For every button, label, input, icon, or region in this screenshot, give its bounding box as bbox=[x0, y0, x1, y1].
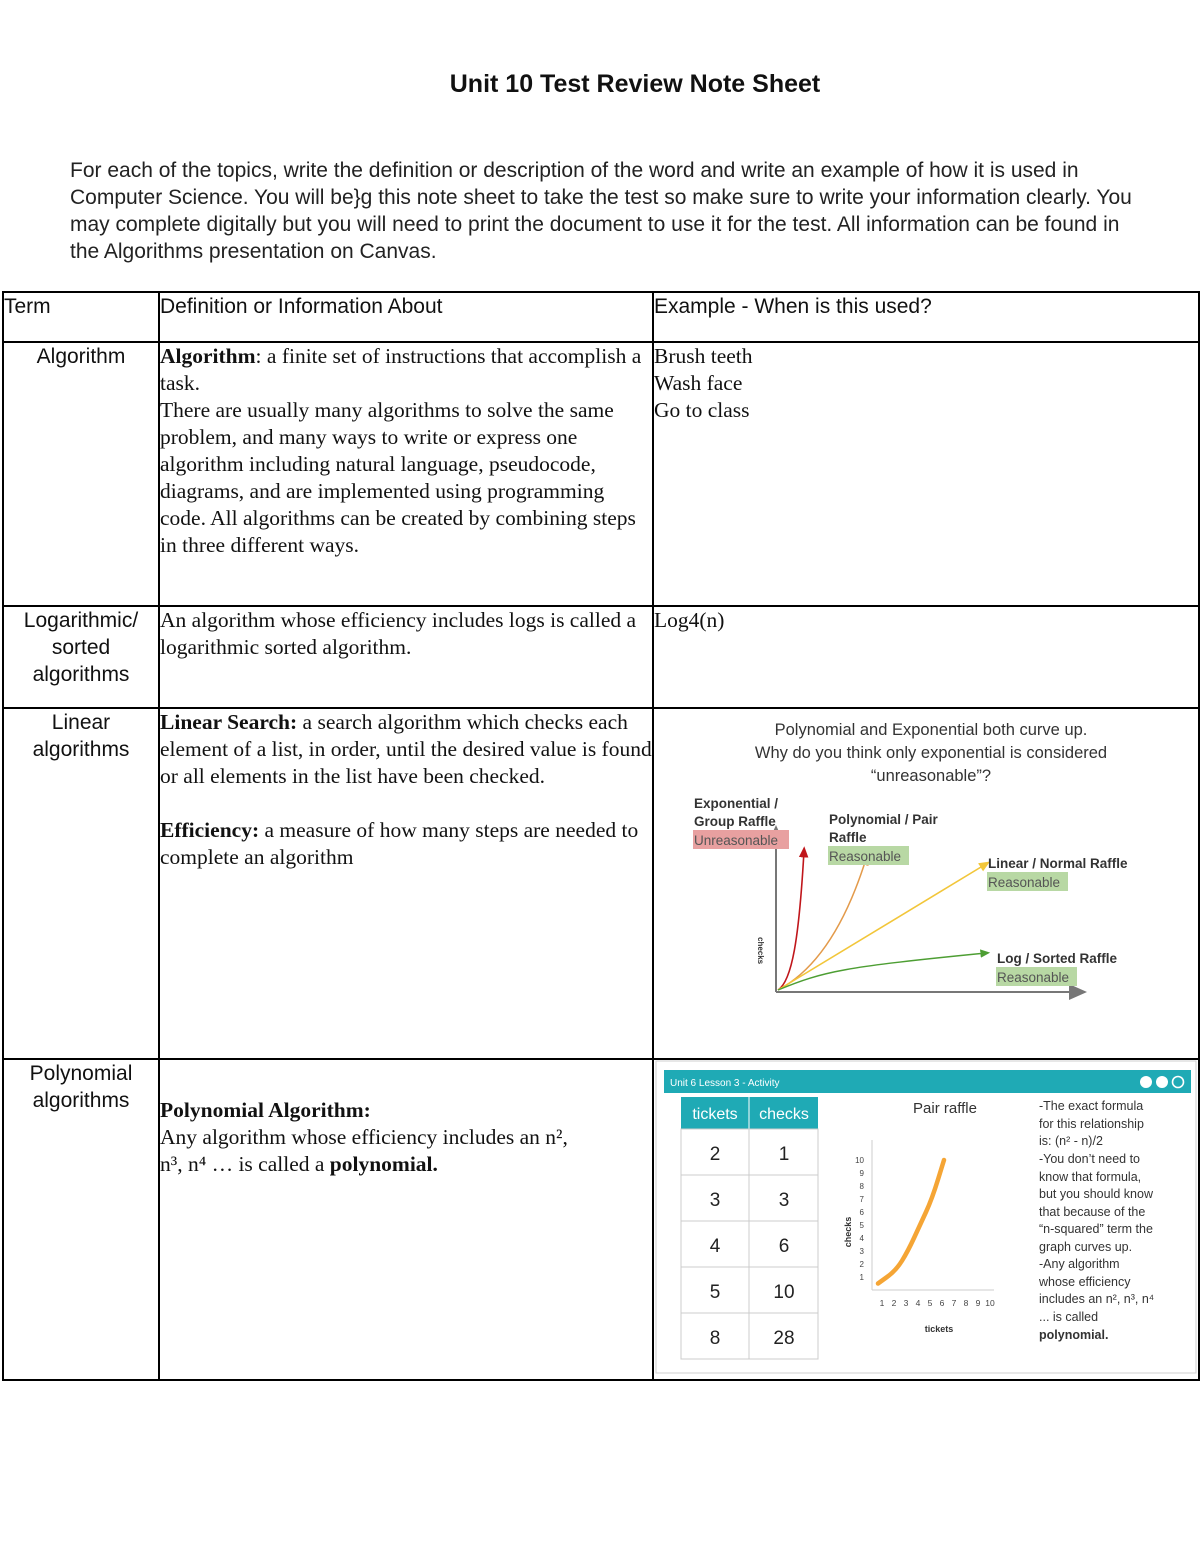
term-line: algorithms bbox=[32, 663, 130, 686]
linear-tag: Reasonable bbox=[988, 875, 1061, 890]
y-tick-label: 4 bbox=[859, 1234, 864, 1243]
table-row-linear bbox=[3, 708, 1199, 1059]
note-line: whose efficiency bbox=[1039, 1275, 1131, 1289]
progress-dot-icon bbox=[1140, 1076, 1152, 1088]
header-definition: Definition or Information About bbox=[159, 292, 653, 342]
y-tick-label: 3 bbox=[859, 1247, 864, 1256]
log-label: Log / Sorted Raffle bbox=[997, 951, 1118, 966]
header-term: Term bbox=[3, 292, 159, 342]
table-row-polynomial bbox=[3, 1059, 1199, 1380]
x-tick-label: 6 bbox=[939, 1298, 945, 1308]
polynomial-bold-word: polynomial. bbox=[329, 1152, 438, 1176]
exponential-curve bbox=[778, 851, 804, 990]
term-cell-algorithm bbox=[3, 342, 159, 606]
note-line: -The exact formula bbox=[1039, 1099, 1144, 1113]
log-tag: Reasonable bbox=[997, 970, 1070, 985]
y-tick-label: 9 bbox=[859, 1169, 864, 1178]
algorithm-details: There are usually many algorithms to solve the same problem, and many ways to write or express one algorithm including natural language, pseudocode, diagrams, and are implemented using programming code. All algorithms can be created by combining steps in three different ways. bbox=[160, 398, 636, 557]
table-cell: 10 bbox=[773, 1282, 795, 1303]
x-tick-label: 10 bbox=[985, 1298, 995, 1308]
note-line: for this relationship bbox=[1039, 1117, 1144, 1131]
table-cell: 6 bbox=[778, 1236, 790, 1257]
header-example: Example - When is this used? bbox=[653, 292, 1199, 342]
note-line: know that formula, bbox=[1039, 1170, 1142, 1184]
note-line: but you should know bbox=[1039, 1187, 1153, 1201]
example-cell-algorithm bbox=[653, 342, 1199, 606]
note-line: ... is called bbox=[1039, 1310, 1099, 1324]
diagram-header-line1: Polynomial and Exponential both curve up. bbox=[774, 721, 1088, 739]
definition-cell-linear bbox=[159, 708, 653, 1059]
diagram-header-line3: “unreasonable”? bbox=[870, 767, 992, 785]
diagram-header-line2: Why do you think only exponential is considered bbox=[754, 744, 1108, 762]
term-line: algorithms bbox=[32, 1089, 130, 1112]
note-line: -You don’t need to bbox=[1039, 1152, 1141, 1166]
y-tick-label: 10 bbox=[855, 1156, 864, 1165]
table-row-logarithmic bbox=[3, 606, 1199, 708]
x-tick-label: 7 bbox=[951, 1298, 957, 1308]
example-cell-polynomial bbox=[653, 1059, 1199, 1380]
note-line: includes an n², n³, n⁴ bbox=[1039, 1292, 1155, 1306]
y-tick-label: 1 bbox=[859, 1273, 864, 1282]
x-tick-label: 9 bbox=[975, 1298, 981, 1308]
table-cell: 1 bbox=[778, 1144, 790, 1165]
exponential-label-line2: Group Raffle bbox=[694, 814, 776, 829]
polynomial-label-line1: Polynomial / Pair bbox=[829, 812, 938, 827]
note-line: “n-squared” term the bbox=[1039, 1222, 1153, 1236]
table-cell: 8 bbox=[709, 1328, 721, 1349]
algorithm-term-bold: Algorithm bbox=[160, 344, 256, 368]
example-cell-linear bbox=[653, 708, 1199, 1059]
exponential-label-line1: Exponential / bbox=[694, 796, 779, 811]
y-tick-label: 5 bbox=[859, 1221, 864, 1230]
table-cell: 3 bbox=[709, 1190, 721, 1211]
chart-y-label: checks bbox=[843, 1216, 853, 1248]
definition-cell-algorithm bbox=[159, 342, 653, 606]
table-header-row bbox=[3, 292, 1199, 342]
example-item: Brush teeth bbox=[654, 344, 753, 368]
growth-rates-diagram bbox=[654, 709, 1200, 1053]
note-line-bold: polynomial. bbox=[1039, 1328, 1109, 1342]
x-tick-label: 2 bbox=[891, 1298, 897, 1308]
y-tick-label: 2 bbox=[859, 1260, 864, 1269]
instructions-paragraph: For each of the topics, write the definition or description of the word and write an example of how it is used in Computer Science. You will be}g this note sheet to take the test so make sure to write your information clearly. You may complete digitally but you will need to print the document to use it for the test. All information can be found in the Algorithms presentation on Canvas. bbox=[70, 159, 1132, 263]
term-line: Logarithmic/ bbox=[23, 609, 139, 632]
term-cell-polynomial bbox=[3, 1059, 159, 1380]
note-line: -Any algorithm bbox=[1039, 1257, 1120, 1271]
chart-x-label: tickets bbox=[924, 1324, 954, 1334]
x-tick-label: 4 bbox=[915, 1298, 921, 1308]
y-tick-label: 8 bbox=[859, 1182, 864, 1191]
note-line: graph curves up. bbox=[1039, 1240, 1133, 1254]
efficiency-text: a measure of how many steps are needed to complete an algorithm bbox=[160, 818, 639, 869]
exponential-tag: Unreasonable bbox=[694, 833, 779, 848]
table-cell: 4 bbox=[709, 1236, 721, 1257]
polynomial-term-bold: Polynomial Algorithm: bbox=[160, 1098, 371, 1122]
term-line: Polynomial bbox=[29, 1062, 133, 1085]
polynomial-definition-line: n³, n⁴ … is called a bbox=[160, 1152, 330, 1176]
notes-table bbox=[2, 291, 1200, 1381]
x-tick-label: 5 bbox=[927, 1298, 933, 1308]
example-item: Wash face bbox=[654, 371, 743, 395]
table-cell: 3 bbox=[778, 1190, 790, 1211]
example-item: Go to class bbox=[654, 398, 750, 422]
term-line: algorithms bbox=[32, 738, 130, 761]
x-tick-label: 1 bbox=[879, 1298, 885, 1308]
linear-label: Linear / Normal Raffle bbox=[988, 856, 1128, 871]
pair-raffle-slide bbox=[654, 1060, 1200, 1374]
table-cell: 2 bbox=[709, 1144, 721, 1165]
efficiency-definition bbox=[160, 790, 652, 871]
polynomial-tag: Reasonable bbox=[829, 849, 902, 864]
term-cell-linear bbox=[3, 708, 159, 1059]
tickets-checks-table bbox=[681, 1097, 818, 1359]
example-cell-logarithmic: Log4(n) bbox=[653, 606, 1199, 708]
y-axis-label: checks bbox=[756, 937, 765, 965]
term-line: sorted bbox=[51, 636, 111, 659]
polynomial-definition-line: Any algorithm whose efficiency includes an n², bbox=[160, 1125, 568, 1149]
algorithm-definition: : a finite set of instructions that accomplish a task. bbox=[160, 344, 642, 395]
definition-cell-logarithmic: An algorithm whose efficiency includes logs is called a logarithmic sorted algorithm. bbox=[159, 606, 653, 708]
polynomial-label-line2: Raffle bbox=[829, 830, 867, 845]
note-line: is: (n² - n)/2 bbox=[1039, 1134, 1103, 1148]
term-cell-logarithmic bbox=[3, 606, 159, 708]
linear-search-term: Linear Search: bbox=[160, 710, 298, 734]
slide-table-header-checks: checks bbox=[759, 1106, 809, 1123]
x-tick-label: 3 bbox=[903, 1298, 909, 1308]
slide-table-header-tickets: tickets bbox=[692, 1106, 738, 1123]
page-title: Unit 10 Test Review Note Sheet bbox=[449, 70, 821, 98]
definition-cell-polynomial bbox=[159, 1059, 653, 1380]
term-algorithm: Algorithm bbox=[36, 345, 126, 368]
efficiency-term: Efficiency: bbox=[160, 818, 260, 842]
polynomial-curve bbox=[778, 859, 866, 990]
note-line: that because of the bbox=[1039, 1205, 1146, 1219]
linear-search-definition bbox=[160, 709, 652, 790]
y-tick-label: 7 bbox=[859, 1195, 864, 1204]
table-cell: 28 bbox=[773, 1328, 795, 1349]
progress-dot-icon bbox=[1156, 1076, 1168, 1088]
linear-curve bbox=[778, 864, 986, 990]
term-line: Linear bbox=[51, 711, 111, 734]
slide-title: Unit 6 Lesson 3 - Activity bbox=[670, 1078, 780, 1089]
table-row-algorithm bbox=[3, 342, 1199, 606]
table-cell: 5 bbox=[709, 1282, 721, 1303]
chart-title: Pair raffle bbox=[913, 1100, 977, 1117]
linear-search-text: a search algorithm which checks each element of a list, in order, until the desired value is found or all elements in the list have been checked. bbox=[160, 710, 652, 788]
y-tick-label: 6 bbox=[859, 1208, 864, 1217]
x-tick-label: 8 bbox=[963, 1298, 969, 1308]
